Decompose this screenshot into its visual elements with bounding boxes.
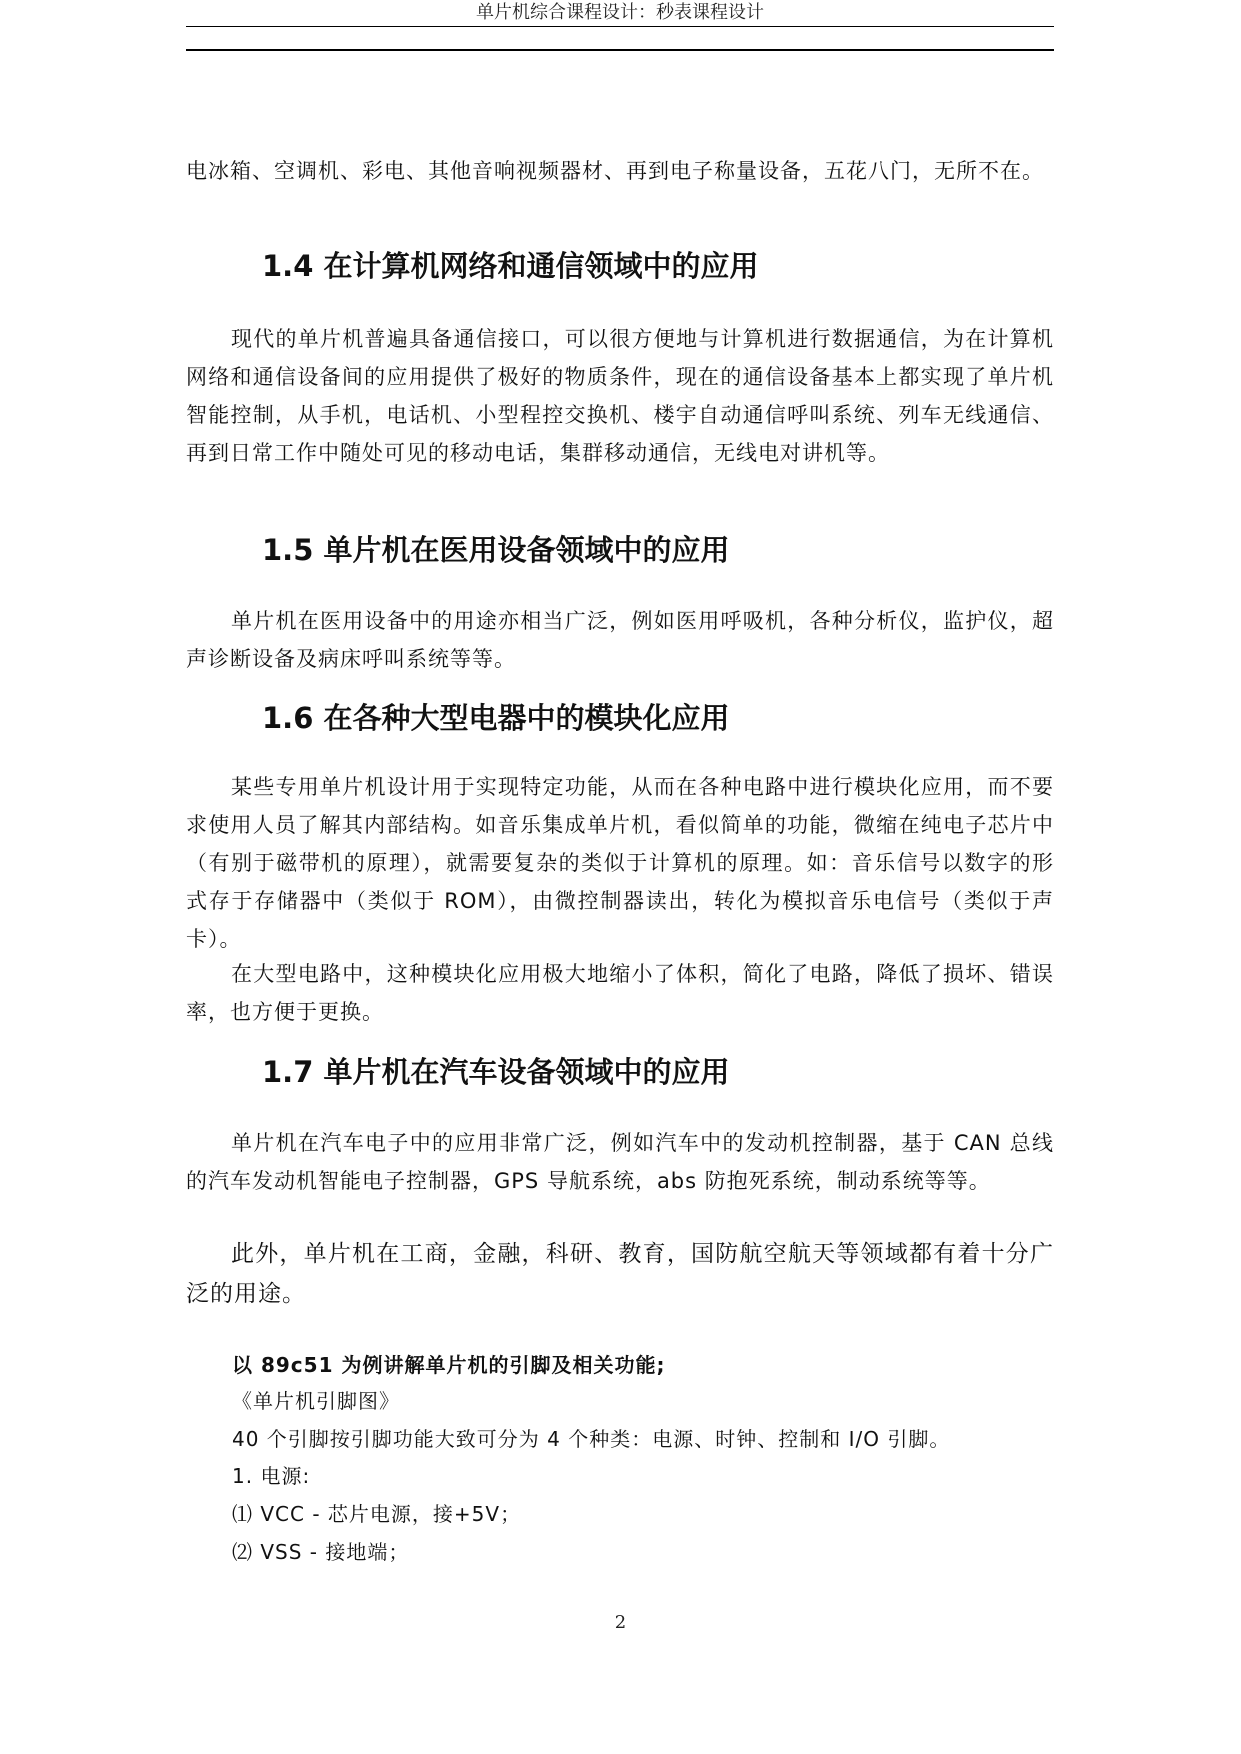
paragraph-1-7: 单片机在汽车电子中的应用非常广泛，例如汽车中的发动机控制器，基于 CAN 总线的汽车发动机智能电子控制器，GPS 导航系统，abs 防抱死系统，制动系统等等。 [186,1131,1054,1193]
heading-1-6: 1.6 在各种大型电器中的模块化应用 [262,701,730,735]
pin-section-title: 以 89c51 为例讲解单片机的引脚及相关功能; [232,1353,666,1377]
paragraph-1-4: 现代的单片机普遍具备通信接口，可以很方便地与计算机进行数据通信，为在计算机网络和通信设备间的应用提供了极好的物质条件，现在的通信设备基本上都实现了单片机智能控制，从手机，电话机、小型程控交换机、楼宇自动通信呼叫系统、列车无线通信、再到日常工作中随处可见的移动电话，集群移动通信，无线电对讲机等。 [186,327,1054,465]
figure-reference: 《单片机引脚图》 [232,1389,400,1413]
heading-1-5: 1.5 单片机在医用设备领域中的应用 [262,533,730,567]
intro-continuation: 电冰箱、空调机、彩电、其他音响视频器材、再到电子称量设备，五花八门，无所不在。 [186,159,1044,183]
page-number: 2 [614,1612,627,1633]
paragraph-1-6a: 某些专用单片机设计用于实现特定功能，从而在各种电路中进行模块化应用，而不要求使用人员了解其内部结构。如音乐集成单片机，看似简单的功能，微缩在纯电子芯片中（有别于磁带机的原理），就需要复杂的类似于计算机的原理。如：音乐信号以数字的形式存于存储器中（类似于 ROM），由微控制器读出，转化为模拟音乐电信号（类似于声卡）。 [186,775,1054,951]
paragraph-1-6b: 在大型电路中，这种模块化应用极大地缩小了体积，简化了电路，降低了损坏、错误率，也方便于更换。 [186,962,1054,1024]
list-item-power: 1. 电源: [232,1464,311,1488]
closing-paragraph: 此外，单片机在工商，金融，科研、教育，国防航空航天等领域都有着十分广泛的用途。 [186,1241,1054,1307]
heading-1-7: 1.7 单片机在汽车设备领域中的应用 [262,1055,730,1089]
pin-summary: 40 个引脚按引脚功能大致可分为 4 个种类：电源、时钟、控制和 I/O 引脚。 [232,1427,951,1451]
list-item-vcc: ⑴ VCC - 芯片电源，接+5V； [232,1502,522,1526]
heading-1-4: 1.4 在计算机网络和通信领域中的应用 [262,249,759,283]
paragraph-1-5: 单片机在医用设备中的用途亦相当广泛，例如医用呼吸机，各种分析仪，监护仪，超声诊断设备及病床呼叫系统等等。 [186,609,1054,671]
running-header: 单片机综合课程设计：秒表课程设计 [186,0,1054,27]
list-item-vss: ⑵ VSS - 接地端； [232,1540,410,1564]
header-rule [186,49,1054,51]
